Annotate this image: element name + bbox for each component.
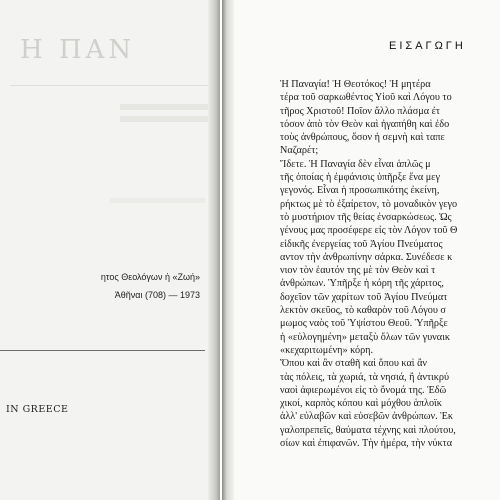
text-line: λεκτὸν σκεῦος, τὸ καθαρὸν τοῦ Λόγου σ [280,305,446,317]
text-line: τόσον ἀπὸ τὸν Θεὸν καὶ ἠγαπήθη καὶ ἐδο [280,118,450,130]
text-line: Ὅπου καὶ ἂν σταθῆ καὶ ὅπου καὶ ἂν [280,358,428,370]
imprint [0,268,200,304]
imprint-publisher: ητος Θεολόγων ἡ «Ζωή» [100,272,200,282]
text-line: ναοὶ ἀφιερωμένοι εἰς τὸ ὄνομά της. Ἐδῶ [280,384,447,396]
faint-text-block [120,104,210,110]
body-text [280,78,500,450]
text-line: τέρα τοῦ σαρκωθέντος Υἱοῦ καὶ Λόγου το [280,92,452,104]
text-line: ἀλλ' εὐλαβῶν καὶ εὐσεβῶν ἀνθρώπων. Ἐκ [280,411,453,423]
book-spine [222,0,234,500]
faint-text-block [120,116,210,122]
text-line: αντον τὴν ἀνθρωπίνην σάρκα. Συνέδεσε κ [280,251,453,263]
text-line: τῆς ὁποίας ἡ ἐμφάνισις ὑπῆρξε ἕνα μεγ [280,172,440,184]
divider-line [0,350,205,351]
text-line: χικοί, καρπὸς κόπου καὶ μόχθου ἁπλοϊκ [280,398,442,410]
text-line: Ναζαρέτ; [280,145,319,157]
right-page [234,0,500,500]
text-line: εἰδικῆς ἐνεργείας τοῦ Ἁγίου Πνεύματος [280,238,443,250]
text-line: νιον τὸν ἑαυτόν της μὲ τὸν Θεὸν καὶ τ [280,265,436,277]
text-line: γένους μας προσέφερε εἰς τὸν Λόγον τοῦ Θ [280,225,458,237]
text-line: γαλοπρεπεῖς, θαύματα τέχνης καὶ πλούτου, [280,424,456,436]
text-line: Ἴδετε. Ἡ Παναγία δὲν εἶναι ἁπλῶς μ [280,158,431,170]
text-line: γεγονός. Εἶναι ἡ προσωπικότης ἐκείνη, [280,185,440,197]
left-page [0,0,220,500]
text-line: «κεχαριτωμένη» κόρη. [280,344,374,356]
ghost-title: Η ΠΑΝ [20,35,136,65]
left-gutter-shadow [208,0,220,500]
text-line: ἀνθρώπων. Ὑπῆρξε ἡ κόρη τῆς χάριτος, [280,278,444,290]
faint-rule [10,85,210,86]
text-line: ἡ «εὐλογημένη» μεταξὺ ὅλων τῶν γυναικ [280,331,450,343]
text-line: Ἡ Παναγία! Ἡ Θεοτόκος! Ἡ μητέρα [280,79,431,90]
text-line: τὸ μυστήριον τῆς θείας ἐνσαρκώσεως. Ὡς [280,211,452,223]
text-line: σίων καὶ ἐπιφανῶν. Τὴν ἡμέρα, τὴν νύκτα [280,438,453,450]
text-line: τὰς πόλεις, τὰ χωριά, τὰ νησιά, ἢ ἀντικρύ [280,371,450,383]
faint-text-block [110,198,205,203]
imprint-place-year: Ἀθῆναι (708) — 1973 [114,290,200,300]
text-line: τῆρος Χριστοῦ! Ποῖον ἄλλο πλάσμα ἐτ [280,105,440,117]
text-line: μωμος ναὸς τοῦ Ὑψίστου Θεοῦ. Ὑπῆρξε [280,318,448,330]
printed-in-greece: IN GREECE [6,404,69,415]
text-line: τοὺς ἀνθρώπους, ὅσον ἡ σεμνὴ καὶ ταπε [280,132,445,144]
text-line: δοχεῖον τῶν χαρίτων τοῦ Ἁγίου Πνεύματ [280,291,448,303]
chapter-heading: ΕΙΣΑΓΩΓΗ [389,40,466,52]
text-line: ρήκτως μὲ τὸ ἐξαίρετον, τὸ μοναδικὸν γεγο [280,198,458,210]
